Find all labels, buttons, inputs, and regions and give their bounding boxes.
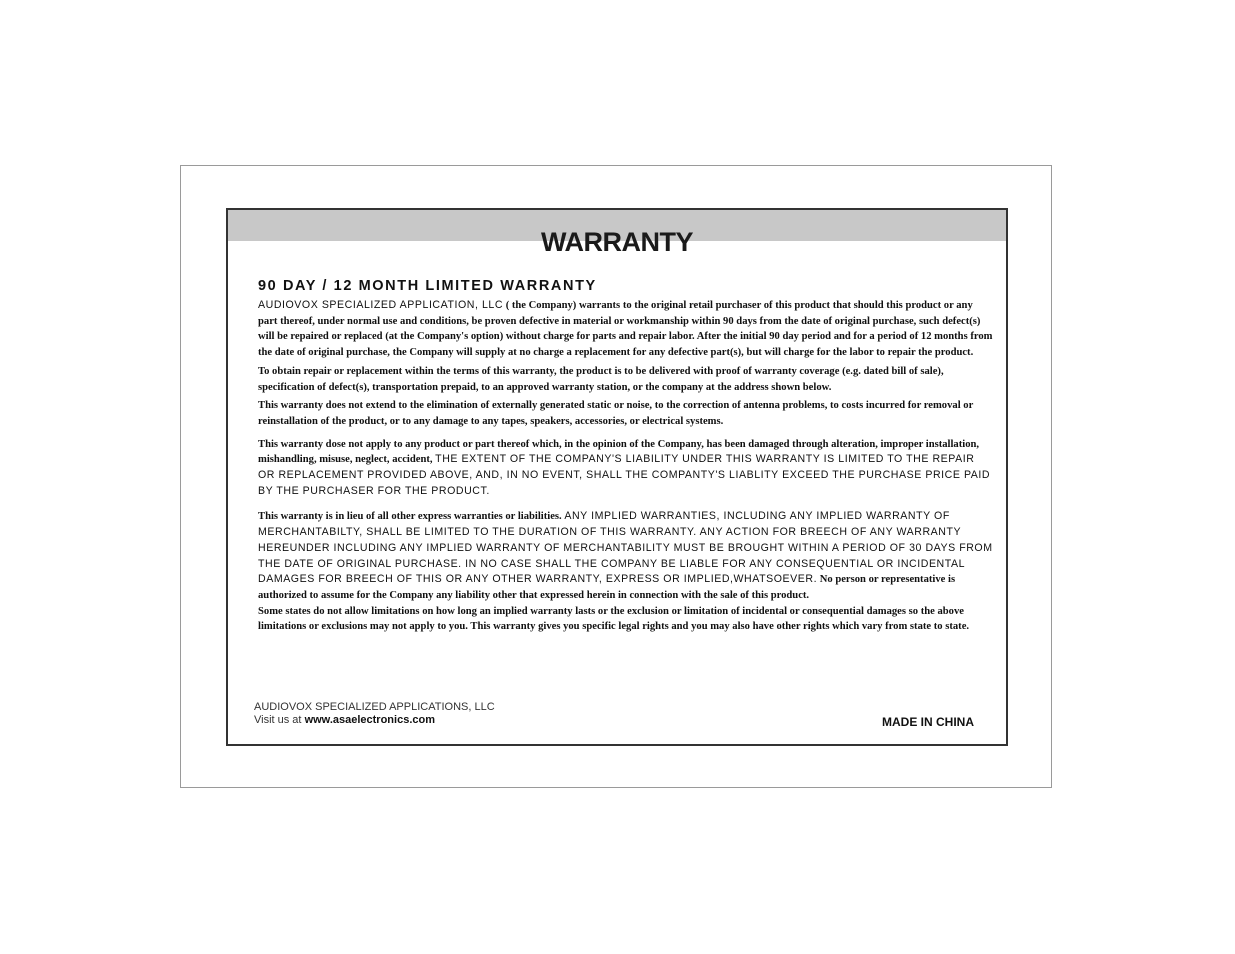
paragraph-coverage [258,298,993,361]
paragraph-limitations [258,437,993,500]
website-link[interactable]: www.asaelectronics.com [304,714,435,726]
paragraph-state-rights: Some states do not allow limitations on how long an implied warranty lasts or the exclusion or limitation of incidental or consequential damages so the above limitations or exclusions may not apply to you. This warranty gives you specific legal rights and you may also have other rights which vary from state to state. [258,605,970,633]
coverage-text: ( the Company) warrants to the original retail purchaser of this product that should this product or any part thereof, under normal use and conditions, be proven defective in material or workmanship within 90 days from the date of original purchase, such defect(s) will be repaired or replaced (at the Company's option) without charge for parts and repair labor. After the initial 90 day period and for a period of 12 months from the date of original purchase, the Company will supply at no charge a replacement for any defective part(s), but will charge for the labor to repair the product. [258,300,993,359]
representative-text: No person or representative is authorized to assume for the Company any liability other that expressed herein in connection with the sale of this product. [258,574,956,601]
company-name: AUDIOVOX SPECIALIZED APPLICATION, LLC [258,299,504,311]
footer-company: AUDIOVOX SPECIALIZED APPLICATIONS, LLC [254,701,495,713]
implied-text: This warranty is in lieu of all other express warranties or liabilities. [258,511,562,523]
implied-caps: ANY IMPLIED WARRANTIES, INCLUDING ANY IMPLIED WARRANTY OF MERCHANTABILTY, SHALL BE LIMITED TO THE DURATION OF THIS WARRANTY. ANY ACTION FOR BREECH OF ANY WARRANTY HEREUNDER INCLUDING ANY IMPLIED WARRANTY OF MERCHANTABILITY MUST BE BROUGHT WITHIN A PERIOD OF 30 DAYS FROM THE DATE OF ORIGINAL PURCHASE. IN NO CASE SHALL THE COMPANY BE LIABLE FOR ANY CONSEQUENTIAL OR INCIDENTAL DAMAGES FOR BREECH OF THIS OR ANY OTHER WARRANTY, EXPRESS OR IMPLIED,WHATSOEVER. [258,510,993,586]
warranty-title: WARRANTY [541,227,693,257]
footer-visit [254,714,495,727]
made-in-label: MADE IN CHINA [882,715,974,729]
visit-prefix: Visit us at [254,714,302,726]
limitations-text: This warranty dose not apply to any product or part thereof which, in the opinion of the Company, has been damaged through alteration, improper installation, mishandling, misuse, neglect, accident, [258,438,980,466]
warranty-content [258,278,993,635]
footer-company-info [254,701,495,727]
warranty-subtitle: 90 DAY / 12 MONTH LIMITED WARRANTY [258,278,597,294]
paragraph-implied [258,509,993,603]
liability-caps: THE EXTENT OF THE COMPANY'S LIABILITY UNDER THIS WARRANTY IS LIMITED TO THE REPAIR OR REPLACEMENT PROVIDED ABOVE, AND, IN NO EVENT, SHALL THE COMPANTY'S LIABLITY EXCEED THE PURCHASE PRICE PAID BY THE PURCHASER FOR THE PRODUCT. [258,453,991,497]
warranty-card [226,208,1008,746]
paragraph-repair: To obtain repair or replacement within the terms of this warranty, the product is to be delivered with proof of warranty coverage (e.g. dated bill of sale), specification of defect(s), transportation prepaid, to an approved warranty station, or the company at the address shown below. [258,365,944,393]
paragraph-exclusions: This warranty does not extend to the elimination of externally generated static or noise, to the correction of antenna problems, to costs incurred for removal or reinstallation of the product, or to any damage to any tapes, speakers, accessories, or electrical systems. [258,400,974,427]
